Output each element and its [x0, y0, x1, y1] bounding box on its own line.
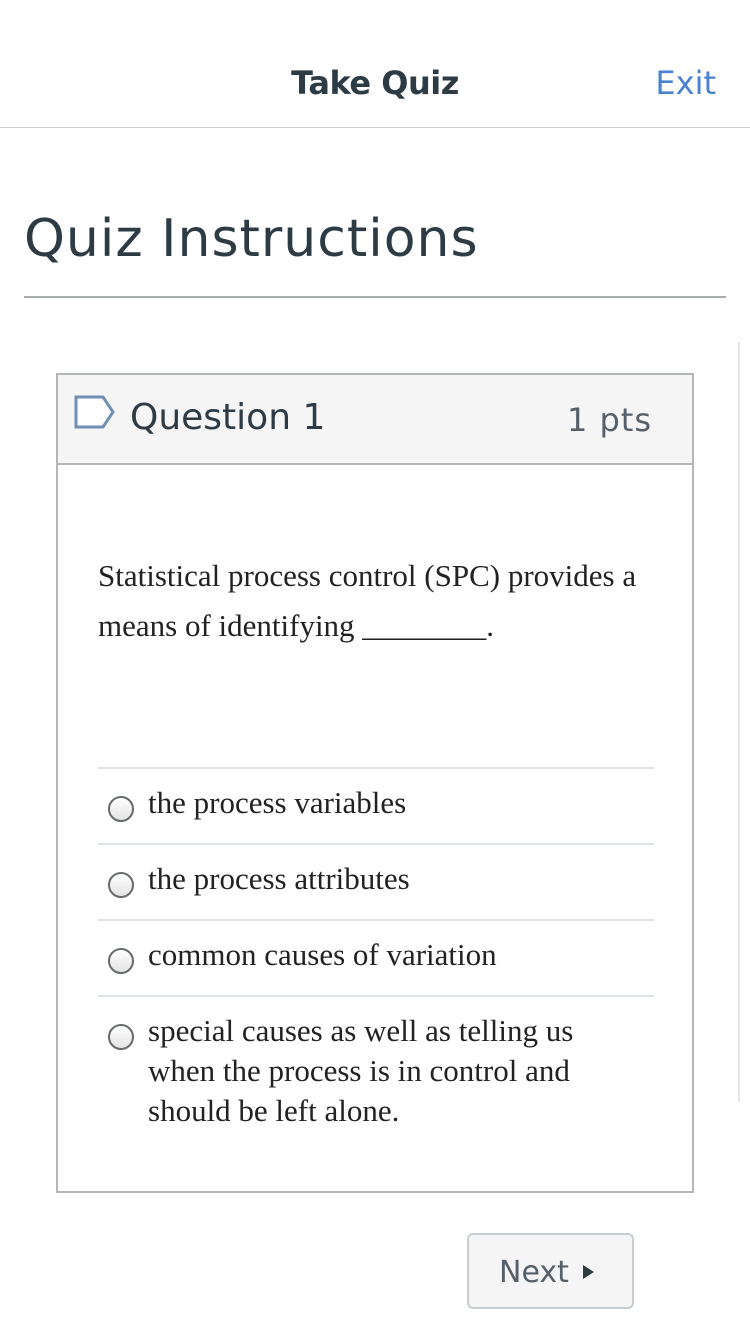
answer-label: special causes as well as telling us when the process is in control and should be left alone.	[148, 1013, 574, 1128]
radio-button[interactable]	[108, 872, 134, 898]
answer-option[interactable]	[98, 921, 654, 997]
bookmark-flag-icon[interactable]	[74, 395, 116, 429]
next-button-label: Next	[499, 1255, 569, 1290]
next-button[interactable]	[467, 1233, 634, 1309]
exit-link[interactable]: Exit	[655, 64, 716, 102]
radio-button[interactable]	[108, 948, 134, 974]
answer-option[interactable]	[98, 769, 654, 845]
question-title: Question 1	[130, 397, 326, 438]
page-heading: Quiz Instructions	[24, 209, 479, 269]
question-header	[58, 375, 692, 465]
answer-label: the process variables	[148, 785, 407, 820]
heading-divider	[24, 296, 726, 298]
radio-button[interactable]	[108, 1024, 134, 1050]
answer-option[interactable]	[98, 845, 654, 921]
answer-option[interactable]	[98, 997, 654, 1157]
question-text: Statistical process control (SPC) provides a means of identifying ________.	[98, 558, 637, 643]
question-points: 1 pts	[566, 401, 652, 439]
radio-button[interactable]	[108, 796, 134, 822]
caret-right-icon	[583, 1265, 594, 1279]
answer-label: the process attributes	[148, 861, 410, 896]
answer-list	[98, 767, 654, 1157]
top-bar	[0, 0, 750, 128]
scrollbar[interactable]	[738, 342, 740, 1102]
question-card	[56, 373, 694, 1193]
answer-label: common causes of variation	[148, 937, 497, 972]
header-title: Take Quiz	[291, 64, 459, 102]
